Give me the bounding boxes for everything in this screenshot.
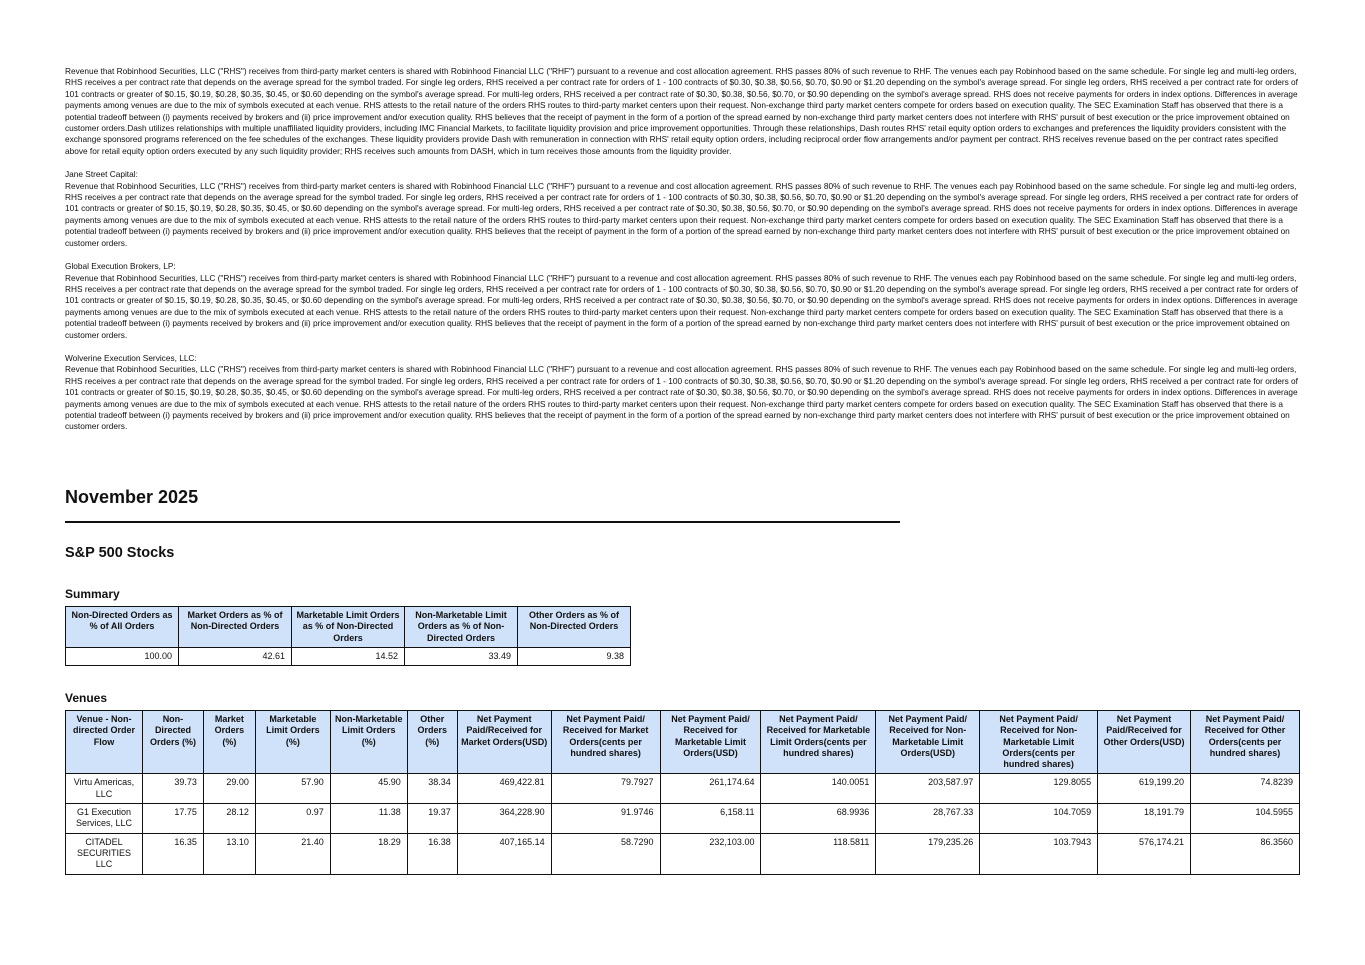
venue-value-cell: 28,767.33 (876, 804, 980, 834)
venue-value-cell: 29.00 (203, 774, 255, 804)
venue-value-cell: 261,174.64 (660, 774, 761, 804)
venue-disclosure-label: Jane Street Capital: (65, 169, 138, 180)
venue-disclosure (65, 353, 1301, 433)
venue-value-cell: 57.90 (255, 774, 330, 804)
summary-header-cell: Market Orders as % of Non-Directed Orders (179, 607, 292, 648)
venue-value-cell: 19.37 (407, 804, 457, 834)
venue-value-cell: 79.7927 (551, 774, 660, 804)
venue-disclosure-text: Revenue that Robinhood Securities, LLC ("RHS") receives from third-party market centers is shared with Robinhood Financial LLC ("RHF") pursuant to a revenue and cost allocation agreement. RHS passes 80% of such revenue to RHF. The venues each pay Robinhood based on the same schedule. For single leg and multi-leg orders, RHS receives a per contract rate that depends on the average spread for the symbol traded. For single leg orders, RHS received a per contract rate for orders of 1 - 100 contracts of $0.30, $0.38, $0.56, $0.70, $0.90 or $1.20 depending on the symbol's average spread. For single leg orders, RHS received a per contract rate for orders of 101 contracts or greater of $0.15, $0.19, $0.28, $0.35, $0.45, or $0.60 depending on the symbol's average spread. For multi-leg orders, RHS received a per contract rate of $0.30, $0.38, $0.56, $0.70, or $0.90 depending on the symbol's average spread. RHS does not receive payments for orders in index options. Differences in average payments among venues are due to the mix of symbols executed at each venue. RHS attests to the retail nature of the orders RHS routes to third-party market centers upon their request. Non-exchange third party market centers compete for orders based on execution quality. The SEC Examination Staff has observed that there is a potential tradeoff between (i) payments received by brokers and (ii) price improvement and/or execution quality. RHS believes that the receipt of payment in the form of a portion of the spread earned by non-exchange third party market centers does not interfere with RHS' pursuit of best execution or the price improvement obtained on customer orders. (65, 180, 1298, 248)
month-heading: November 2025 (65, 487, 199, 507)
disclosure-section (65, 66, 1301, 445)
venues-header-cell: Net Payment Paid/ Received for Non-Marketable Limit Orders(cents per hundred shares) (980, 711, 1098, 774)
venues-header-cell: Marketable Limit Orders (%) (255, 711, 330, 774)
venue-disclosure-text: Revenue that Robinhood Securities, LLC ("RHS") receives from third-party market centers is shared with Robinhood Financial LLC ("RHF") pursuant to a revenue and cost allocation agreement. RHS passes 80% of such revenue to RHF. The venues each pay Robinhood based on the same schedule. For single leg and multi-leg orders, RHS receives a per contract rate that depends on the average spread for the symbol traded. For single leg orders, RHS received a per contract rate for orders of 1 - 100 contracts of $0.30, $0.38, $0.56, $0.70, $0.90 or $1.20 depending on the symbol's average spread. For single leg orders, RHS received a per contract rate for orders of 101 contracts or greater of $0.15, $0.19, $0.28, $0.35, $0.45, or $0.60 depending on the symbol's average spread. For multi-leg orders, RHS received a per contract rate of $0.30, $0.38, $0.56, $0.70, or $0.90 depending on the symbol's average spread. RHS does not receive payments for orders in index options. Differences in average payments among venues are due to the mix of symbols executed at each venue. RHS attests to the retail nature of the orders RHS routes to third-party market centers upon their request. Non-exchange third party market centers compete for orders based on execution quality. The SEC Examination Staff has observed that there is a potential tradeoff between (i) payments received by brokers and (ii) price improvement and/or execution quality. RHS believes that the receipt of payment in the form of a portion of the spread earned by non-exchange third party market centers does not interfere with RHS' pursuit of best execution or the price improvement obtained on customer orders. (65, 272, 1298, 340)
venue-value-cell: 38.34 (407, 774, 457, 804)
venue-value-cell: 21.40 (255, 833, 330, 874)
venue-value-cell: 18.29 (330, 833, 407, 874)
venue-disclosure-label: Wolverine Execution Services, LLC: (65, 352, 197, 363)
summary-value-cell: 42.61 (179, 648, 292, 666)
summary-table (65, 606, 631, 666)
venues-header-cell: Non-Marketable Limit Orders (%) (330, 711, 407, 774)
venue-value-cell: 140.0051 (761, 774, 876, 804)
venue-disclosure (65, 261, 1301, 341)
venue-value-cell: 16.38 (407, 833, 457, 874)
summary-header-cell: Non-Marketable Limit Orders as % of Non-Directed Orders (405, 607, 518, 648)
venue-value-cell: 619,199.20 (1098, 774, 1191, 804)
heading-divider (65, 521, 900, 523)
venue-value-cell: 28.12 (203, 804, 255, 834)
venues-header-cell: Net Payment Paid/ Received for Marketable Limit Orders(cents per hundred shares) (761, 711, 876, 774)
venue-value-cell: 17.75 (142, 804, 203, 834)
venue-value-cell: 232,103.00 (660, 833, 761, 874)
venue-value-cell: 91.9746 (551, 804, 660, 834)
venue-value-cell: 18,191.79 (1098, 804, 1191, 834)
venues-header-cell: Net Payment Paid/ Received for Other Orders(cents per hundred shares) (1191, 711, 1300, 774)
venue-value-cell: 74.8239 (1191, 774, 1300, 804)
summary-value-row (66, 648, 631, 666)
venue-disclosure (65, 169, 1301, 249)
venues-header-cell: Net Payment Paid/Received for Other Orders(USD) (1098, 711, 1191, 774)
venue-value-cell: 203,587.97 (876, 774, 980, 804)
venue-row (66, 774, 1300, 804)
venues-header-cell: Non-Directed Orders (%) (142, 711, 203, 774)
venues-header-cell: Net Payment Paid/ Received for Marketable Limit Orders(USD) (660, 711, 761, 774)
summary-value-cell: 9.38 (518, 648, 631, 666)
venue-value-cell: 407,165.14 (457, 833, 551, 874)
venue-value-cell: 86.3560 (1191, 833, 1300, 874)
venue-value-cell: 104.5955 (1191, 804, 1300, 834)
venue-value-cell: 11.38 (330, 804, 407, 834)
venue-row (66, 833, 1300, 874)
venues-table (65, 710, 1300, 875)
venues-header-cell: Net Payment Paid/ Received for Non-Marketable Limit Orders(USD) (876, 711, 980, 774)
venue-value-cell: 16.35 (142, 833, 203, 874)
venue-name-cell: G1 Execution Services, LLC (66, 804, 143, 834)
summary-title: Summary (65, 587, 120, 601)
summary-header-cell: Marketable Limit Orders as % of Non-Directed Orders (292, 607, 405, 648)
venue-value-cell: 6,158.11 (660, 804, 761, 834)
venue-value-cell: 0.97 (255, 804, 330, 834)
venue-value-cell: 103.7943 (980, 833, 1098, 874)
venue-disclosure-text: Revenue that Robinhood Securities, LLC ("RHS") receives from third-party market centers is shared with Robinhood Financial LLC ("RHF") pursuant to a revenue and cost allocation agreement. RHS passes 80% of such revenue to RHF. The venues each pay Robinhood based on the same schedule. For single leg and multi-leg orders, RHS receives a per contract rate that depends on the average spread for the symbol traded. For single leg orders, RHS received a per contract rate for orders of 1 - 100 contracts of $0.30, $0.38, $0.56, $0.70, $0.90 or $1.20 depending on the symbol's average spread. For single leg orders, RHS received a per contract rate for orders of 101 contracts or greater of $0.15, $0.19, $0.28, $0.35, $0.45, or $0.60 depending on the symbol's average spread. For multi-leg orders, RHS received a per contract rate of $0.30, $0.38, $0.56, $0.70, or $0.90 depending on the symbol's average spread. RHS does not receive payments for orders in index options. Differences in average payments among venues are due to the mix of symbols executed at each venue. RHS attests to the retail nature of the orders RHS routes to third-party market centers upon their request. Non-exchange third party market centers compete for orders based on execution quality. The SEC Examination Staff has observed that there is a potential tradeoff between (i) payments received by brokers and (ii) price improvement and/or execution quality. RHS believes that the receipt of payment in the form of a portion of the spread earned by non-exchange third party market centers does not interfere with RHS' pursuit of best execution or the price improvement obtained on customer orders. (65, 364, 1298, 432)
venue-value-cell: 576,174.21 (1098, 833, 1191, 874)
venue-value-cell: 58.7290 (551, 833, 660, 874)
summary-value-cell: 100.00 (66, 648, 179, 666)
venue-name-cell: Virtu Americas, LLC (66, 774, 143, 804)
summary-header-row (66, 607, 631, 648)
section-heading: S&P 500 Stocks (65, 545, 175, 561)
venue-disclosure-label: Global Execution Brokers, LP: (65, 261, 176, 272)
venue-value-cell: 364,228.90 (457, 804, 551, 834)
summary-value-cell: 33.49 (405, 648, 518, 666)
venues-title: Venues (65, 691, 108, 705)
venue-value-cell: 104.7059 (980, 804, 1098, 834)
venue-value-cell: 39.73 (142, 774, 203, 804)
venue-value-cell: 45.90 (330, 774, 407, 804)
venue-value-cell: 179,235.26 (876, 833, 980, 874)
venue-value-cell: 469,422.81 (457, 774, 551, 804)
venues-header-cell: Net Payment Paid/Received for Market Orders(USD) (457, 711, 551, 774)
venue-value-cell: 129.8055 (980, 774, 1098, 804)
venues-header-cell: Market Orders (%) (203, 711, 255, 774)
summary-value-cell: 14.52 (292, 648, 405, 666)
venues-header-cell: Net Payment Paid/ Received for Market Orders(cents per hundred shares) (551, 711, 660, 774)
intro-disclosure-paragraph: Revenue that Robinhood Securities, LLC ("RHS") receives from third-party market centers is shared with Robinhood Financial LLC ("RHF") pursuant to a revenue and cost allocation agreement. RHS passes 80% of such revenue to RHF. The venues each pay Robinhood based on the same schedule. For single leg and multi-leg orders, RHS receives a per contract rate that depends on the average spread for the symbol traded. For single leg orders, RHS received a per contract rate for orders of 1 - 100 contracts of $0.30, $0.38, $0.56, $0.70, $0.90 or $1.20 depending on the symbol's average spread. For single leg orders, RHS received a per contract rate for orders of 101 contracts or greater of $0.15, $0.19, $0.28, $0.35, $0.45, or $0.60 depending on the symbol's average spread. For multi-leg orders, RHS received a per contract rate of $0.30, $0.38, $0.56, $0.70, or $0.90 depending on the symbol's average spread. RHS does not receive payments for orders in index options. Differences in average payments among venues are due to the mix of symbols executed at each venue. RHS attests to the retail nature of the orders RHS routes to third-party market centers upon their request. Non-exchange third party market centers compete for orders based on execution quality. The SEC Examination Staff has observed that there is a potential tradeoff between (i) payments received by brokers and (ii) price improvement and/or execution quality. RHS believes that the receipt of payment in the form of a portion of the spread earned by non-exchange third party market centers does not interfere with RHS' pursuit of best execution or the price improvement obtained on customer orders.Dash utilizes relationships with multiple unaffiliated liquidity providers, including IMC Financial Markets, to facilitate liquidity provision and price improvement opportunities. Through these relationships, Dash routes RHS' retail equity option orders to exchanges and preferences the liquidity providers consistent with the exchange sponsored programs referenced on the fee schedules of the exchanges. These liquidity providers provide Dash with remuneration in connection with RHS' retail equity option orders, including reciprocal order flow arrangements and/or payment per contract. RHS receives revenue based on the per contract rates specified above for retail equity option orders executed by any such liquidity provider; RHS receives such amounts from DASH, which in turn receives those amounts from the liquidity provider. (65, 66, 1298, 156)
venue-row (66, 804, 1300, 834)
venue-name-cell: CITADEL SECURITIES LLC (66, 833, 143, 874)
venues-header-cell: Venue - Non-directed Order Flow (66, 711, 143, 774)
summary-header-cell: Other Orders as % of Non-Directed Orders (518, 607, 631, 648)
venues-header-row (66, 711, 1300, 774)
venues-header-cell: Other Orders (%) (407, 711, 457, 774)
venue-value-cell: 118.5811 (761, 833, 876, 874)
summary-header-cell: Non-Directed Orders as % of All Orders (66, 607, 179, 648)
venue-value-cell: 68.9936 (761, 804, 876, 834)
venue-value-cell: 13.10 (203, 833, 255, 874)
